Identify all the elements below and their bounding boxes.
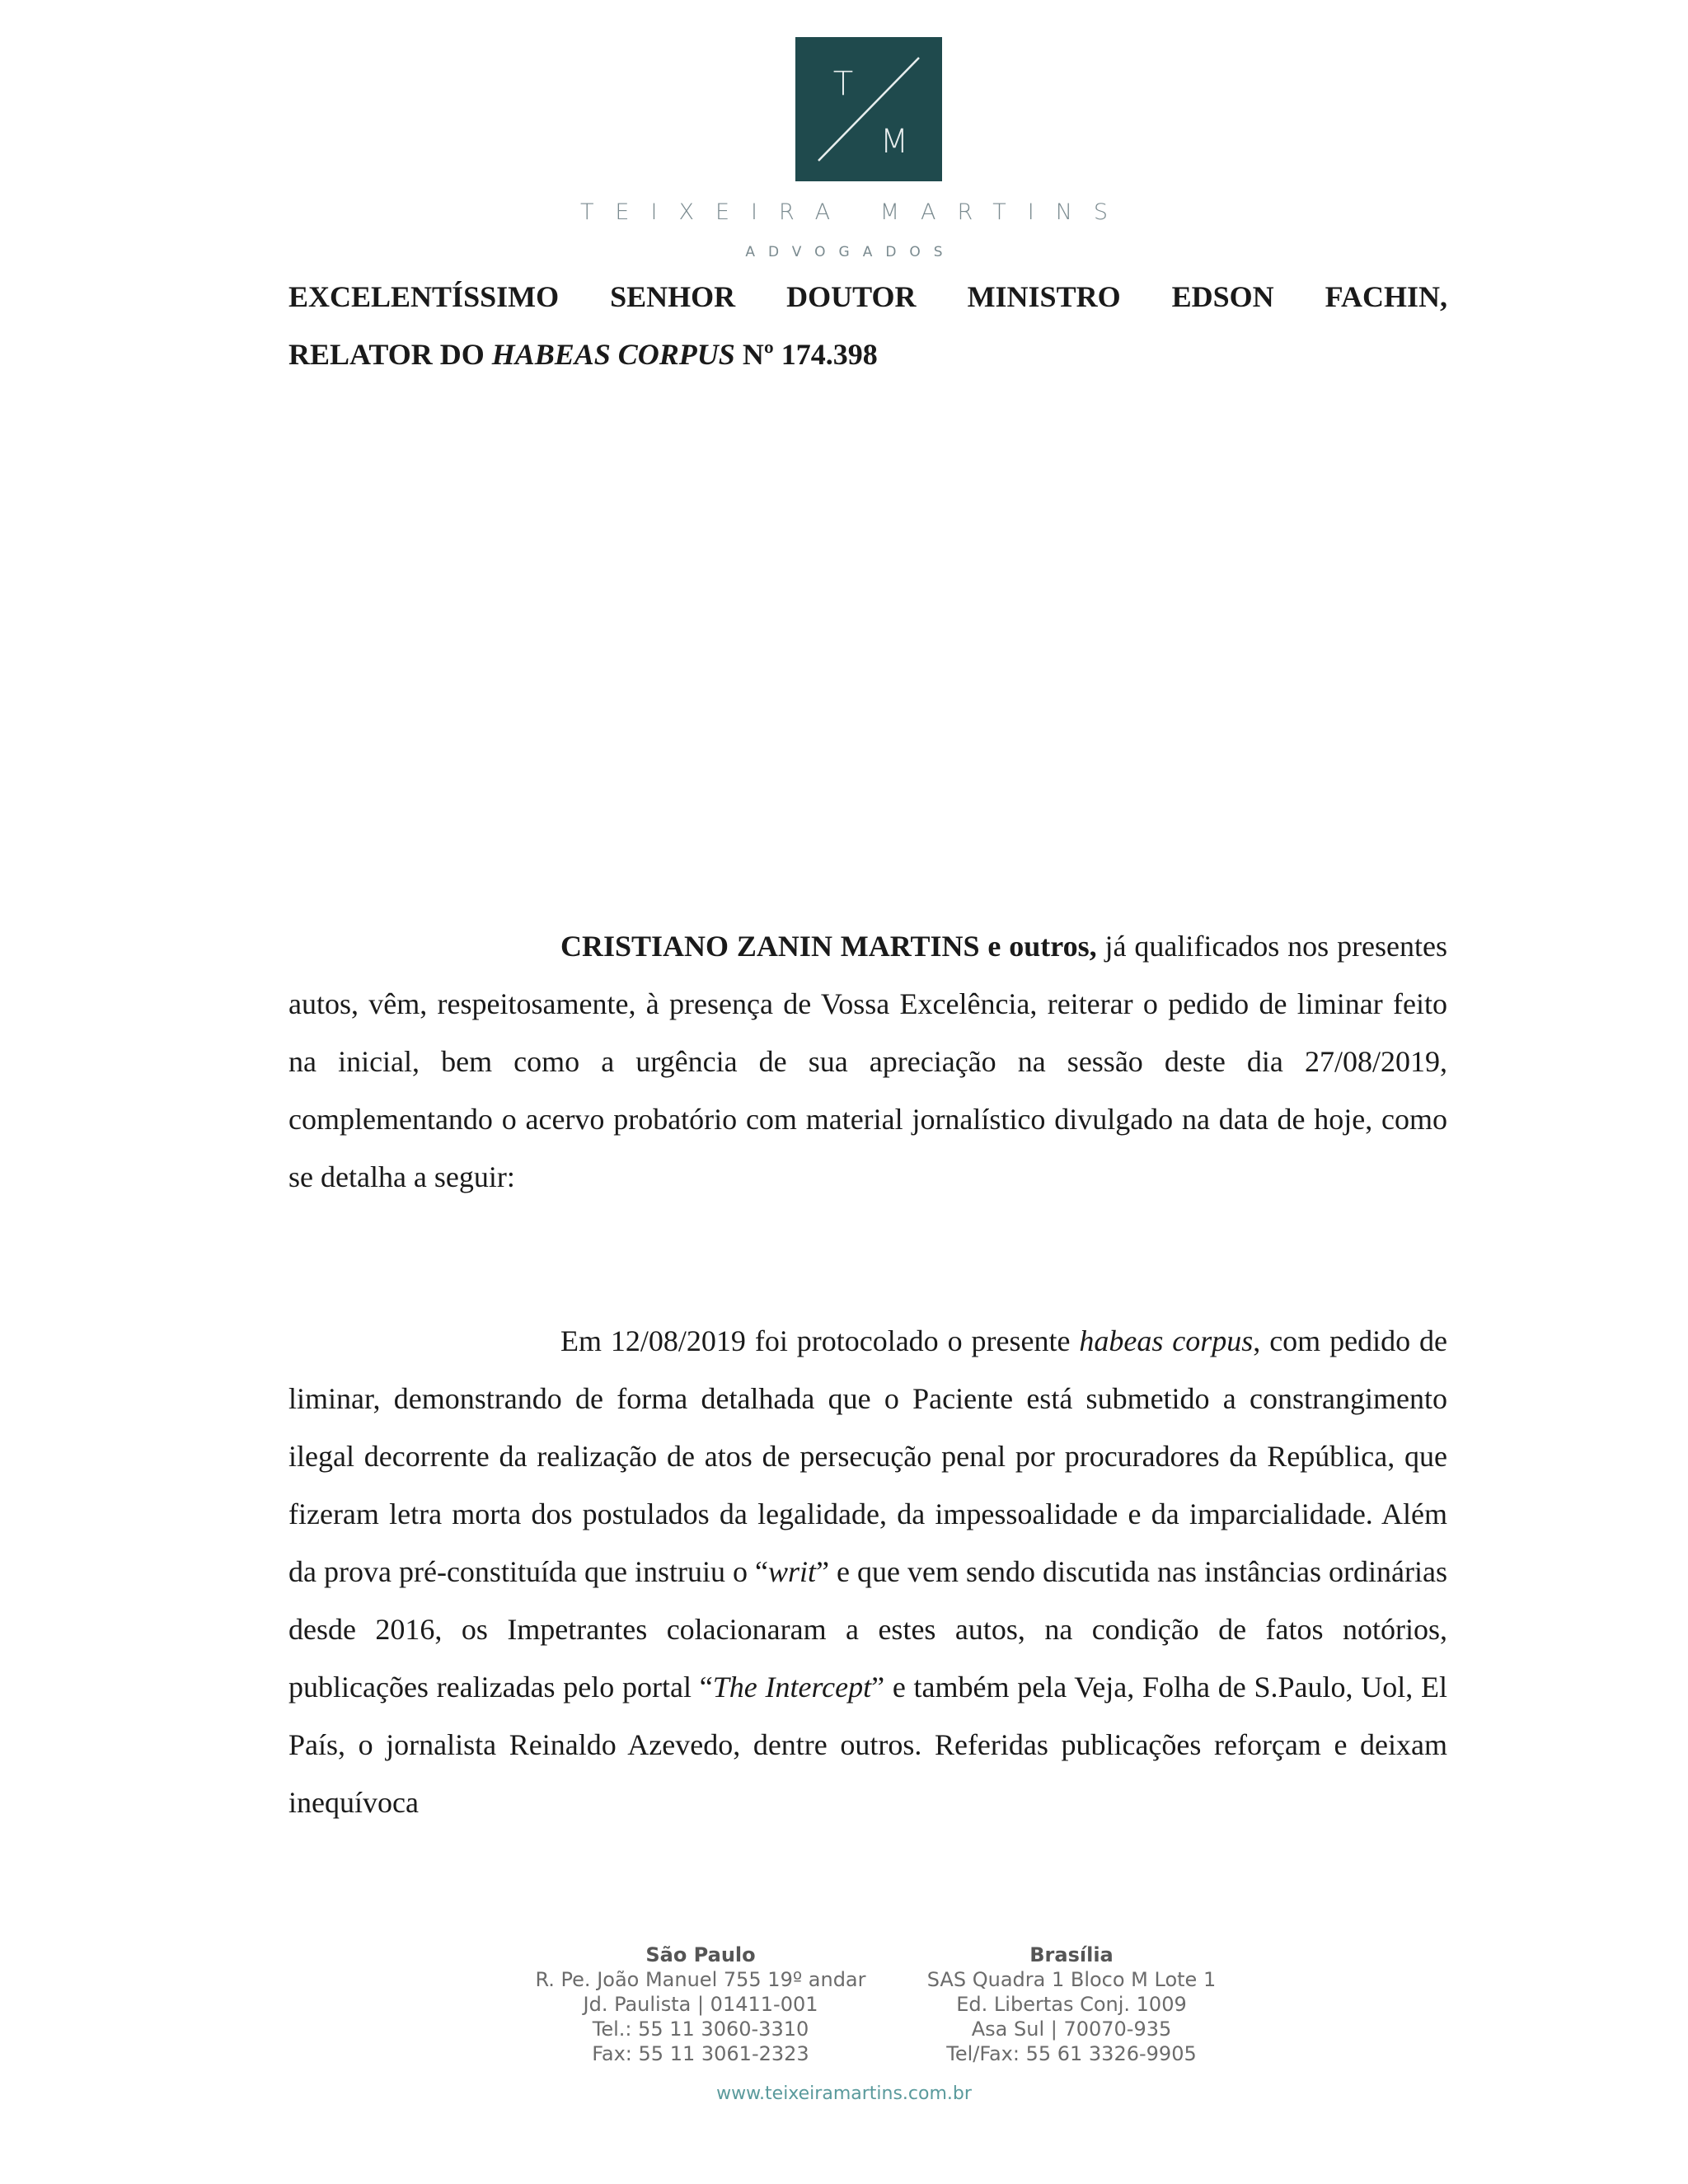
office-address-line: Jd. Paulista | 01411-001	[583, 1993, 818, 2016]
firm-name: TEIXEIRA MARTINS	[579, 199, 1130, 225]
paragraph-facts-part1: Em 12/08/2019 foi protocolado o presente	[560, 1324, 1080, 1357]
office-address-line: R. Pe. João Manuel 755 19º andar	[535, 1968, 866, 1991]
office-address-line: SAS Quadra 1 Bloco M Lote 1	[926, 1968, 1217, 1991]
logo-letter-bottom: M	[879, 123, 909, 161]
paragraph-facts-part2: , com pedido de liminar, demonstrando de forma detalhada que o Paciente está submetido a constrangimento ilegal decorrente da realização de atos de persecução penal por procuradores da República, que fizeram letra morta dos postulados da legalidade, da impessoalidade e da imparcialidade. Além da prova pré-constituída que instruiu o “	[288, 1324, 1447, 1588]
addressee-line2-suffix: Nº 174.398	[734, 338, 878, 371]
logo-mark	[795, 37, 942, 181]
petitioners-name: CRISTIANO ZANIN MARTINS e outros,	[560, 930, 1097, 963]
paragraph-facts-italic3: The Intercept	[712, 1671, 872, 1704]
paragraph-facts-part4: ” e também pela Veja, Folha de S.Paulo, Uol, El País, o jornalista Reinaldo Azevedo, dentre outros. Referidas publicações reforçam e deixam inequívoca	[288, 1671, 1447, 1819]
paragraph-facts-italic1: habeas corpus	[1079, 1324, 1254, 1357]
addressee-line2-italic: HABEAS CORPUS	[491, 338, 735, 371]
paragraph-intro	[288, 917, 1447, 1206]
firm-logo	[795, 37, 942, 181]
addressee-line2-prefix: RELATOR DO	[288, 338, 492, 371]
office-address-line: Ed. Libertas Conj. 1009	[956, 1993, 1187, 2016]
footer-website: www.teixeiramartins.com.br	[716, 2083, 972, 2104]
addressee-heading	[288, 268, 1447, 383]
footer-office-sao-paulo	[486, 1943, 915, 2066]
firm-subtitle: ADVOGADOS	[745, 244, 956, 260]
office-phone: Tel/Fax: 55 61 3326-9905	[946, 2042, 1197, 2065]
paragraph-facts-italic2: writ	[767, 1555, 817, 1588]
office-address-line: Asa Sul | 70070-935	[971, 2018, 1172, 2041]
office-city: São Paulo	[645, 1943, 756, 1966]
office-fax: Fax: 55 11 3061-2323	[592, 2042, 809, 2065]
office-city: Brasília	[1029, 1943, 1114, 1966]
paragraph-facts	[288, 1312, 1447, 1831]
addressee-line1: EXCELENTÍSSIMO SENHOR DOUTOR MINISTRO EDSON FACHIN,	[288, 280, 1447, 313]
addressee-line2	[288, 326, 1447, 383]
footer-office-brasilia	[857, 1943, 1286, 2066]
paragraph-intro-text: já qualificados nos presentes autos, vêm, respeitosamente, à presença de Vossa Excelência, reiterar o pedido de liminar feito na inicial, bem como a urgência de sua apreciação na sessão deste dia 27/08/2019, complementando o acervo probatório com material jornalístico divulgado na data de hoje, como se detalha a seguir:	[288, 930, 1448, 1193]
paragraph-facts-part3: ” e que vem sendo discutida nas instâncias ordinárias desde 2016, os Impetrantes colacionaram a estes autos, na condição de fatos notórios, publicações realizadas pelo portal “	[288, 1555, 1447, 1704]
logo-letter-top: T	[832, 65, 854, 103]
office-phone: Tel.: 55 11 3060-3310	[592, 2018, 809, 2041]
